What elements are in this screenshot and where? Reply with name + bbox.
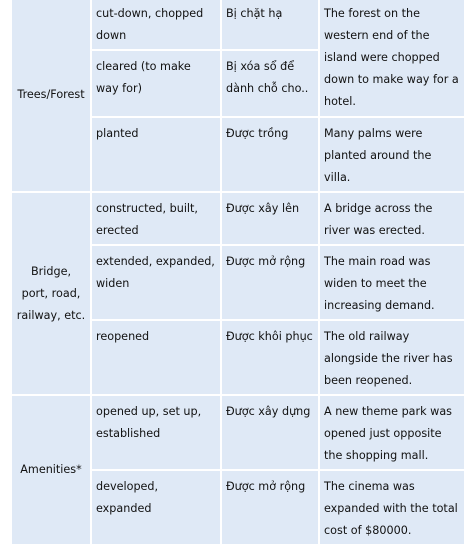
vietnamese-term-cell: Được trồng bbox=[221, 117, 319, 192]
example-sentence-cell: A new theme park was opened just opposite the shopping mall. bbox=[319, 395, 465, 470]
english-term-cell: reopened bbox=[91, 320, 221, 395]
english-term-cell: cut-down, chopped down bbox=[91, 0, 221, 50]
vietnamese-term-cell: Bị chặt hạ bbox=[221, 0, 319, 50]
table-row bbox=[11, 0, 465, 50]
table-row bbox=[11, 395, 465, 470]
vocabulary-table bbox=[10, 0, 466, 546]
english-term-cell: cleared (to make way for) bbox=[91, 50, 221, 117]
vietnamese-term-cell: Bị xóa sổ để dành chỗ cho.. bbox=[221, 50, 319, 117]
vietnamese-term-cell: Được xây dựng bbox=[221, 395, 319, 470]
english-term-cell: extended, expanded, widen bbox=[91, 245, 221, 320]
example-sentence-cell: The old railway alongside the river has been reopened. bbox=[319, 320, 465, 395]
vietnamese-term-cell: Được xây lên bbox=[221, 192, 319, 245]
category-cell: Trees/Forest bbox=[11, 0, 91, 192]
category-cell: Amenities* bbox=[11, 395, 91, 545]
table-row bbox=[11, 192, 465, 245]
example-sentence-cell: The cinema was expanded with the total cost of $80000. bbox=[319, 470, 465, 545]
english-term-cell: opened up, set up, established bbox=[91, 395, 221, 470]
english-term-cell: developed, expanded bbox=[91, 470, 221, 545]
vietnamese-term-cell: Được mở rộng bbox=[221, 245, 319, 320]
vietnamese-term-cell: Được khôi phục bbox=[221, 320, 319, 395]
example-sentence-cell: A bridge across the river was erected. bbox=[319, 192, 465, 245]
example-sentence-cell: The forest on the western end of the island were chopped down to make way for a hotel. bbox=[319, 0, 465, 117]
vietnamese-term-cell: Được mở rộng bbox=[221, 470, 319, 545]
example-sentence-cell: The main road was widen to meet the increasing demand. bbox=[319, 245, 465, 320]
example-sentence-cell: Many palms were planted around the villa. bbox=[319, 117, 465, 192]
english-term-cell: planted bbox=[91, 117, 221, 192]
category-cell: Bridge, port, road, railway, etc. bbox=[11, 192, 91, 395]
english-term-cell: constructed, built, erected bbox=[91, 192, 221, 245]
